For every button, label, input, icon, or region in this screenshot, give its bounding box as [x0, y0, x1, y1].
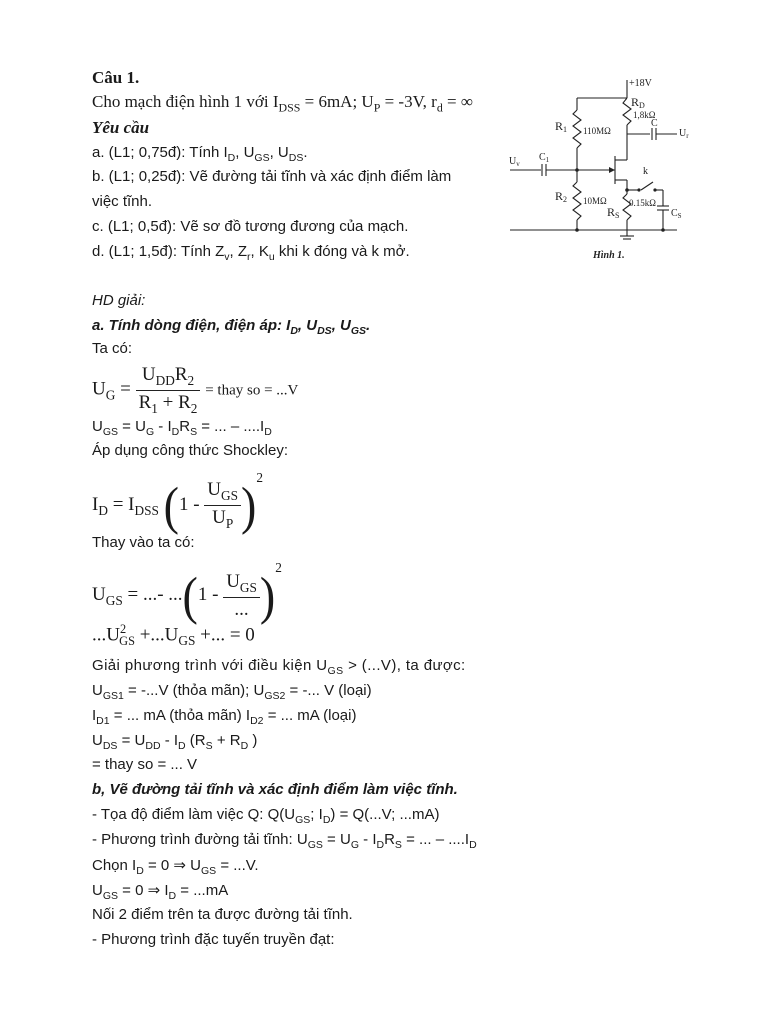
uds-value: = thay so = ... V — [92, 756, 198, 773]
svg-text:RD: RD — [631, 95, 645, 110]
svg-text:C: C — [651, 118, 658, 129]
circuit-diagram — [505, 70, 689, 265]
rd-value: 1,8kΩ — [633, 110, 656, 120]
shockley-equation: $I_D = I_{DSS}$ (1 - $\frac{U_{GS}}{U_P}$ )$^2$ — [92, 470, 264, 535]
svg-text:R1: R1 — [555, 119, 568, 134]
svg-text:Uv: $U_v$ — [509, 156, 520, 168]
task-a: a. (L1; 0,75đ): Tính $I_D$, $U_{GS}$, $U_{DS}$. — [92, 144, 308, 164]
svg-text:RS: RS — [607, 205, 620, 220]
choose-id-zero: Chọn $I_D = 0$ ⇒ $U_{GS} = ...V$. — [92, 857, 259, 877]
vdd-label: +18V — [629, 78, 652, 89]
requirement-heading: Yêu cầu — [92, 118, 150, 137]
task-c: c. (L1; 0,5đ): Vẽ sơ đồ tương đương của mạch. — [92, 218, 409, 235]
switch-label: k — [643, 166, 648, 177]
r2-value: 10MΩ — [583, 196, 607, 206]
shockley-label: Áp dụng công thức Shockley: — [92, 442, 288, 459]
task-d: d. (L1; 1,5đ): Tính $Z_v$, $Z_r$, $K_u$ khi k đóng và k mở. — [92, 243, 410, 263]
svg-text:R2: R2 — [555, 189, 568, 204]
ta-co-1: Ta có: — [92, 340, 133, 357]
rs-value: 0.15kΩ — [629, 198, 656, 208]
question-intro: Cho mạch điện hình 1 với $I_{DSS} = 6mA$; $U_P = -3V$, $r_d$ = ∞ — [92, 92, 473, 115]
substituted-equation: $U_{GS}$ = ...- ...(1 - $\frac{U_{GS}}{...}$ )$^2$ — [92, 560, 282, 625]
uds-equation: $U_{DS} = U_{DD} - I_D$ ($R_S + R_D$ ) — [92, 732, 258, 752]
ugs-solutions: $U_{GS1} = -...V$ (thỏa mãn); $U_{GS2}$ = -... V (loại) — [92, 682, 372, 702]
ugs-line: $U_{GS} = U_G - I_DR_S$ = ... – $....I_D$ — [92, 418, 272, 438]
svg-text:Ur: $U_r$ — [679, 128, 689, 140]
solution-heading: HD giải: — [92, 292, 146, 309]
r1-value: 110MΩ — [583, 126, 611, 136]
svg-text:CS: $C_S$ — [671, 208, 682, 220]
q-point: - Tọa độ điểm làm việc Q: $Q(U_{GS}$; $I_D) = Q(...V$; ...mA) — [92, 806, 440, 826]
task-b-line2: việc tĩnh. — [92, 193, 153, 210]
figure-caption: Hình 1. — [593, 250, 625, 261]
thay-vao-label: Thay vào ta có: — [92, 534, 195, 551]
transfer-characteristic: - Phương trình đặc tuyến truyền đạt: — [92, 931, 335, 948]
task-b-line1: b. (L1; 0,25đ): Vẽ đường tải tĩnh và xác định điểm làm — [92, 168, 452, 185]
section-a-title: a. Tính dòng điện, điện áp: $I_D$, $U_{DS}$, $U_{GS}$. — [92, 317, 371, 337]
question-title: Câu 1. — [92, 68, 140, 87]
solve-line: Giải phương trình với điều kiện $U_{GS} > (...V)$, ta được: — [92, 657, 466, 677]
id-solutions: $I_{D1}$ = ... mA (thỏa mãn) $I_{D2}$ = ... mA (loại) — [92, 707, 357, 727]
connect-points: Nối 2 điểm trên ta được đường tải tĩnh. — [92, 906, 353, 923]
quadratic-equation: $...U^2_{GS} +...U_{GS}$ +... = 0 — [92, 622, 255, 649]
choose-ugs-zero: $U_{GS} = 0$ ⇒ $I_D = ...mA$ — [92, 882, 229, 902]
svg-text:C1: $C_1$ — [539, 152, 550, 164]
load-line-equation: - Phương trình đường tải tĩnh: $U_{GS} = U_G - I_DR_S$ = ... – $....I_D$ — [92, 831, 477, 851]
ug-equation: $U_G$ = $\frac{U_{DD}R_2}{R_1 + R_2}$ = thay so = ...V — [92, 364, 299, 416]
section-b-title: b, Vẽ đường tải tĩnh và xác định điểm làm việc tĩnh. — [92, 781, 458, 798]
